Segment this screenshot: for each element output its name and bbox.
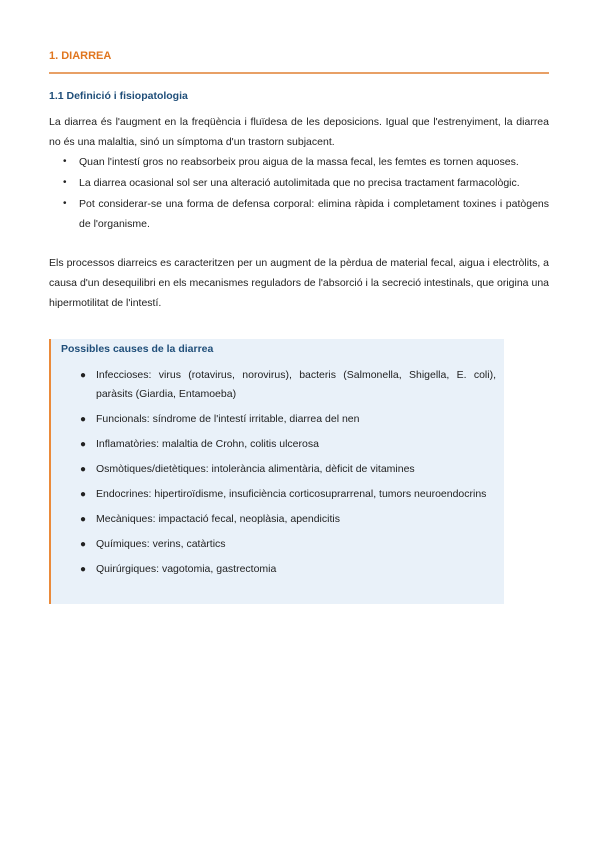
list-item [49,194,549,234]
cause-text: Mecàniques: impactació fecal, neoplàsia, apendicitis [96,513,340,525]
cause-text: Infeccioses: virus (rotavirus, norovirus), bacteris (Salmonella, Shigella, E. coli), paràsits (Giardia, Entamoeba) [96,369,496,400]
list-item [51,435,496,454]
section-title: 1.1 Definició i fisiopatologia [49,90,188,102]
bullet-text: La diarrea ocasional sol ser una alteració autolimitada que no precisa tractament farmacològic. [79,177,520,189]
definition-bullet-list [49,152,549,235]
list-item [51,510,496,529]
list-item [51,410,496,429]
cause-text: Funcionals: síndrome de l'intestí irritable, diarrea del nen [96,413,360,425]
bullet-icon: ● [80,439,87,450]
list-item [51,366,496,404]
bullet-text: Quan l'intestí gros no reabsorbeix prou aigua de la massa fecal, les femtes es tornen aquoses. [79,156,519,168]
bullet-icon: • [63,177,67,188]
list-item [51,535,496,554]
cause-text: Químiques: verins, catàrtics [96,538,226,550]
bullet-icon: ● [80,514,87,525]
callout-title: Possibles causes de la diarrea [61,343,214,355]
bullet-icon: • [63,198,67,209]
cause-text: Endocrines: hipertiroïdisme, insuficiència corticosuprarrenal, tumors neuroendocrins [96,488,487,500]
list-item [51,485,496,504]
causes-callout-box [49,339,504,604]
chapter-divider [49,72,549,74]
bullet-text: Pot considerar-se una forma de defensa corporal: elimina ràpida i completament toxines i patògens de l'organisme. [79,198,549,230]
list-item [51,460,496,479]
intro-paragraph: La diarrea és l'augment en la freqüència i fluïdesa de les deposicions. Igual que l'estrenyiment, la diarrea no és una malaltia, sinó un símptoma d'un trastorn subjacent. [49,116,549,148]
list-item [49,173,549,193]
list-item [49,152,549,172]
chapter-title: 1. DIARREA [49,50,112,62]
bullet-icon: ● [80,464,87,475]
bullet-icon: ● [80,564,87,575]
cause-text: Quirúrgiques: vagotomia, gastrectomia [96,563,277,575]
bullet-icon: ● [80,414,87,425]
cause-text: Inflamatòries: malaltia de Crohn, colitis ulcerosa [96,438,319,450]
cause-text: Osmòtiques/dietètiques: intolerància alimentària, dèficit de vitamines [96,463,415,475]
causes-list [51,366,496,585]
bullet-icon: ● [80,489,87,500]
list-item [51,560,496,579]
bullet-icon: ● [80,370,87,381]
bullet-icon: ● [80,539,87,550]
processes-paragraph: Els processos diarreics es caracteritzen per un augment de la pèrdua de material fecal, aigua i electròlits, a causa d'un desequilibri en els mecanismes reguladors de l'absorció i la secreció intestinals, que origina una hipermotilitat de l'intestí. [49,257,549,309]
bullet-icon: • [63,156,67,167]
